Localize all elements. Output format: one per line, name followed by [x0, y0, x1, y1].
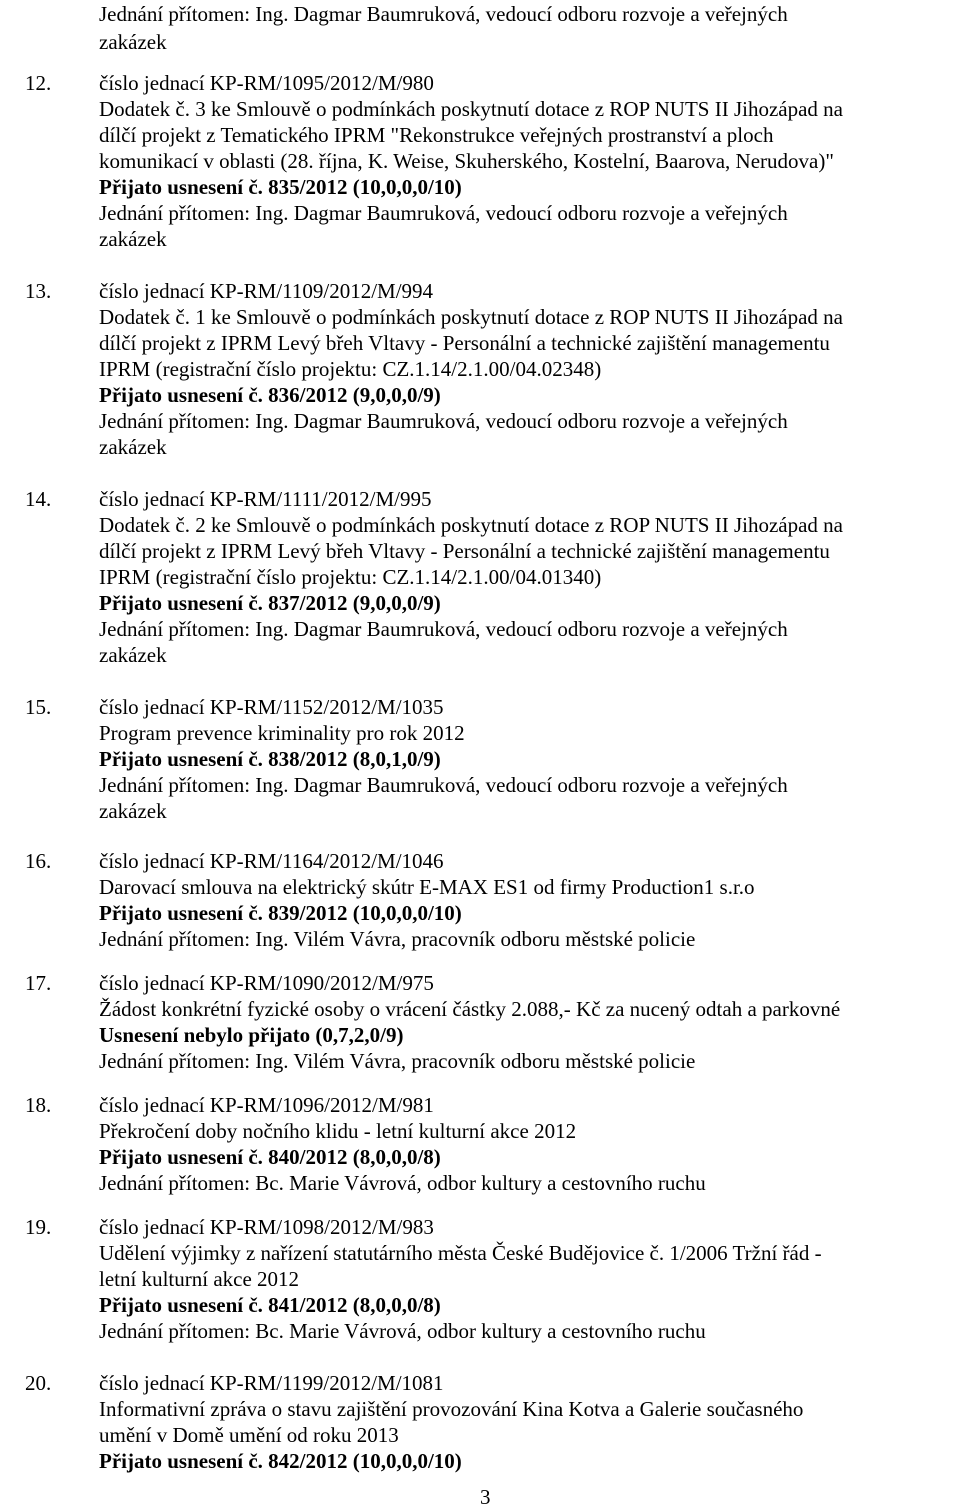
presenter-line-cont: zakázek	[99, 30, 167, 54]
item-subject-line: dílčí projekt z Tematického IPRM "Rekonstrukce veřejných prostranství a ploch	[99, 123, 774, 147]
item-subject-line: umění v Domě umění od roku 2013	[99, 1423, 399, 1447]
item-subject-line: Dodatek č. 3 ke Smlouvě o podmínkách poskytnutí dotace z ROP NUTS II Jihozápad na	[99, 97, 843, 121]
item-resolution: Přijato usnesení č. 837/2012 (9,0,0,0/9)	[99, 591, 441, 615]
presenter-line: Jednání přítomen: Ing. Dagmar Baumruková, vedoucí odboru rozvoje a veřejných	[99, 2, 788, 26]
item-number: 17.	[25, 971, 52, 995]
item-presenter-line: Jednání přítomen: Bc. Marie Vávrová, odbor kultury a cestovního ruchu	[99, 1319, 706, 1343]
item-resolution: Přijato usnesení č. 836/2012 (9,0,0,0/9)	[99, 383, 441, 407]
item-number: 20.	[25, 1371, 52, 1395]
item-number: 19.	[25, 1215, 52, 1239]
item-resolution: Usnesení nebylo přijato (0,7,2,0/9)	[99, 1023, 404, 1047]
item-presenter-line: Jednání přítomen: Ing. Dagmar Baumruková, vedoucí odboru rozvoje a veřejných	[99, 409, 788, 433]
item-presenter-line: Jednání přítomen: Ing. Dagmar Baumruková, vedoucí odboru rozvoje a veřejných	[99, 617, 788, 641]
item-presenter-line: zakázek	[99, 227, 167, 251]
item-subject-line: dílčí projekt z IPRM Levý břeh Vltavy - Personální a technické zajištění managementu	[99, 331, 830, 355]
item-resolution: Přijato usnesení č. 840/2012 (8,0,0,0/8)	[99, 1145, 441, 1169]
item-number: 18.	[25, 1093, 52, 1117]
item-subject-line: Dodatek č. 1 ke Smlouvě o podmínkách poskytnutí dotace z ROP NUTS II Jihozápad na	[99, 305, 843, 329]
item-subject-line: Darovací smlouva na elektrický skútr E-MAX ES1 od firmy Production1 s.r.o	[99, 875, 755, 899]
item-presenter-line: zakázek	[99, 435, 167, 459]
item-presenter-line: Jednání přítomen: Ing. Vilém Vávra, pracovník odboru městské policie	[99, 927, 696, 951]
item-presenter-line: Jednání přítomen: Ing. Vilém Vávra, pracovník odboru městské policie	[99, 1049, 696, 1073]
item-subject-line: Informativní zpráva o stavu zajištění provozování Kina Kotva a Galerie současného	[99, 1397, 804, 1421]
item-presenter-line: Jednání přítomen: Ing. Dagmar Baumruková, vedoucí odboru rozvoje a veřejných	[99, 773, 788, 797]
item-resolution: Přijato usnesení č. 838/2012 (8,0,1,0/9)	[99, 747, 441, 771]
item-subject-line: Udělení výjimky z nařízení statutárního města České Budějovice č. 1/2006 Tržní řád -	[99, 1241, 822, 1265]
item-presenter-line: Jednání přítomen: Bc. Marie Vávrová, odbor kultury a cestovního ruchu	[99, 1171, 706, 1195]
item-presenter-line: Jednání přítomen: Ing. Dagmar Baumruková, vedoucí odboru rozvoje a veřejných	[99, 201, 788, 225]
item-number: 14.	[25, 487, 52, 511]
item-subject-line: dílčí projekt z IPRM Levý břeh Vltavy - Personální a technické zajištění managementu	[99, 539, 830, 563]
item-reference: číslo jednací KP-RM/1164/2012/M/1046	[99, 849, 444, 873]
item-resolution: Přijato usnesení č. 839/2012 (10,0,0,0/10)	[99, 901, 462, 925]
item-number: 16.	[25, 849, 52, 873]
item-resolution: Přijato usnesení č. 842/2012 (10,0,0,0/10)	[99, 1449, 462, 1473]
item-reference: číslo jednací KP-RM/1098/2012/M/983	[99, 1215, 434, 1239]
item-presenter-line: zakázek	[99, 643, 167, 667]
item-subject-line: Překročení doby nočního klidu - letní kulturní akce 2012	[99, 1119, 577, 1143]
item-number: 15.	[25, 695, 52, 719]
item-reference: číslo jednací KP-RM/1095/2012/M/980	[99, 71, 434, 95]
item-resolution: Přijato usnesení č. 841/2012 (8,0,0,0/8)	[99, 1293, 441, 1317]
item-number: 13.	[25, 279, 52, 303]
item-reference: číslo jednací KP-RM/1199/2012/M/1081	[99, 1371, 444, 1395]
item-subject-line: letní kulturní akce 2012	[99, 1267, 300, 1291]
item-reference: číslo jednací KP-RM/1096/2012/M/981	[99, 1093, 434, 1117]
item-reference: číslo jednací KP-RM/1111/2012/M/995	[99, 487, 432, 511]
item-number: 12.	[25, 71, 52, 95]
item-subject-line: IPRM (registrační číslo projektu: CZ.1.14/2.1.00/04.01340)	[99, 565, 602, 589]
item-subject-line: Dodatek č. 2 ke Smlouvě o podmínkách poskytnutí dotace z ROP NUTS II Jihozápad na	[99, 513, 843, 537]
item-subject-line: Žádost konkrétní fyzické osoby o vrácení částky 2.088,- Kč za nucený odtah a parkovné	[99, 997, 841, 1021]
item-resolution: Přijato usnesení č. 835/2012 (10,0,0,0/10)	[99, 175, 462, 199]
item-reference: číslo jednací KP-RM/1152/2012/M/1035	[99, 695, 444, 719]
item-reference: číslo jednací KP-RM/1109/2012/M/994	[99, 279, 434, 303]
item-subject-line: komunikací v oblasti (28. října, K. Weise, Skuherského, Kostelní, Baarova, Nerudova)"	[99, 149, 834, 173]
item-subject-line: IPRM (registrační číslo projektu: CZ.1.14/2.1.00/04.02348)	[99, 357, 602, 381]
item-presenter-line: zakázek	[99, 799, 167, 823]
item-subject-line: Program prevence kriminality pro rok 2012	[99, 721, 465, 745]
page-number: 3	[480, 1485, 491, 1509]
item-reference: číslo jednací KP-RM/1090/2012/M/975	[99, 971, 434, 995]
